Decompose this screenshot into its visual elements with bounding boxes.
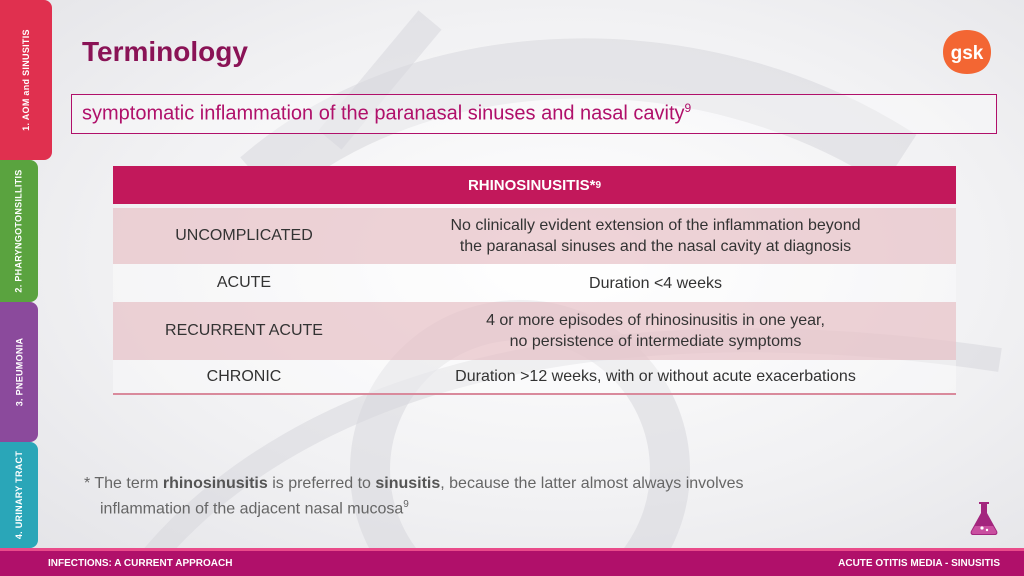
row-term: RECURRENT ACUTE [165, 322, 323, 339]
tab-pharyngotonsillitis[interactable] [0, 160, 38, 302]
gsk-logo [941, 28, 993, 76]
section-tabs [0, 0, 52, 548]
definition-text: symptomatic inflammation of the paranasal sinuses and nasal cavity [82, 102, 685, 125]
tab-pneumonia[interactable] [0, 302, 38, 442]
table-row [113, 208, 956, 264]
tab-label: 4. URINARY TRACT [14, 450, 24, 540]
tab-label: 1. AOM and SINUSITIS [21, 29, 31, 131]
footnote [84, 473, 864, 519]
logo-text: gsk [950, 43, 984, 64]
footnote-prefix: * The term [84, 475, 163, 492]
table-row [113, 264, 956, 302]
footer-right-label: ACUTE OTITIS MEDIA - SINUSITIS [838, 558, 1000, 569]
row-definition [375, 366, 956, 387]
footnote-line2 [84, 494, 864, 519]
footnote-ref: 9 [403, 499, 409, 510]
table-row [113, 302, 956, 360]
row-term: UNCOMPLICATED [175, 227, 313, 244]
row-definition-line: Duration <4 weeks [589, 274, 722, 292]
page-title: Terminology [82, 36, 248, 67]
row-definition [375, 273, 956, 294]
footnote-suffix: , because the latter almost always involves [440, 475, 744, 492]
footnote-middle: is preferred to [267, 475, 376, 492]
table-header [113, 166, 956, 204]
row-term: CHRONIC [206, 367, 282, 385]
rhinosinusitis-table [113, 166, 956, 395]
row-definition [375, 310, 956, 352]
footer-bar [0, 548, 1024, 576]
table-header-label: RHINOSINUSITIS* [467, 176, 596, 194]
row-definition-line: no persistence of intermediate symptoms [509, 333, 802, 350]
row-definition-line: the paranasal sinuses and the nasal cavity at diagnosis [459, 238, 852, 255]
definition-ref: 9 [684, 101, 692, 115]
tab-aom-sinusitis[interactable] [0, 0, 52, 160]
table-header-ref: 9 [595, 179, 602, 191]
footer-left-label: INFECTIONS: A CURRENT APPROACH [48, 558, 233, 569]
row-term: ACUTE [216, 274, 272, 291]
row-definition-line: Duration >12 weeks, with or without acute exacerbations [455, 368, 856, 385]
row-definition-line: No clinically evident extension of the inflammation beyond [450, 217, 861, 234]
tab-label: 3. PNEUMONIA [14, 337, 25, 407]
flask-icon [969, 500, 999, 536]
row-definition [375, 215, 956, 257]
tab-label: 2. PHARYNGOTONSILLITIS [14, 169, 24, 293]
row-definition-line: 4 or more episodes of rhinosinusitis in one year, [486, 312, 825, 329]
footnote-term-sinusitis: sinusitis [375, 475, 441, 492]
footnote-term-rhinosinusitis: rhinosinusitis [162, 475, 268, 492]
table-row [113, 360, 956, 395]
tab-urinary-tract[interactable] [0, 442, 38, 548]
definition-box [71, 94, 997, 134]
footnote-line2-text: inflammation of the adjacent nasal mucosa [100, 500, 404, 518]
